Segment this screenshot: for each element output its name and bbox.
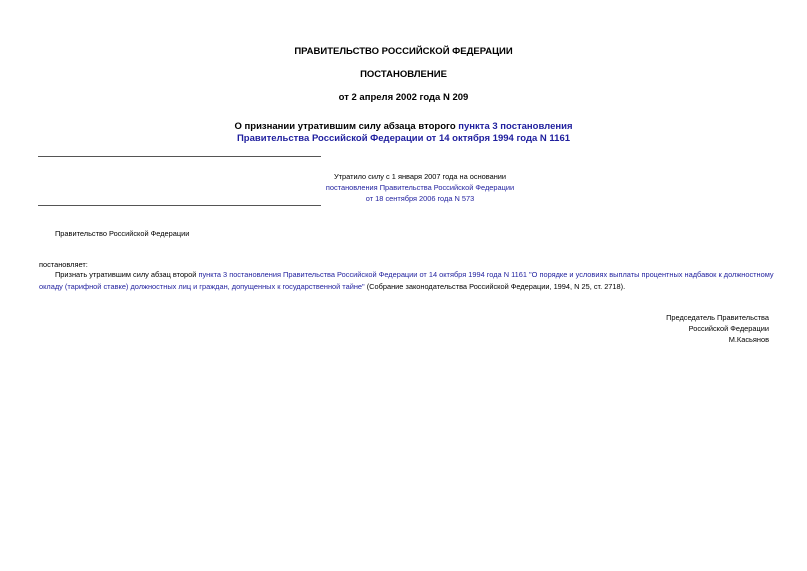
divider-top	[38, 156, 321, 157]
para-start: Признать утратившим силу абзац второй	[55, 270, 199, 279]
signature-name: М.Касьянов	[728, 335, 769, 344]
signature-org: Российской Федерации	[688, 324, 769, 333]
expiry-note-link-1[interactable]: постановления Правительства Российской Федерации	[325, 183, 515, 192]
divider-bottom	[38, 205, 321, 206]
title-link-part1[interactable]: пункта 3 постановления	[458, 121, 573, 132]
expiry-note-text: Утратило силу с 1 января 2007 года на основании	[333, 172, 507, 181]
body-paragraph	[39, 269, 774, 293]
para-link-b[interactable]: окладу (тарифной ставке) должностных лиц и граждан, допущенных к государственной тайне"	[39, 282, 365, 291]
document-type-heading: ПОСТАНОВЛЕНИЕ	[360, 69, 447, 80]
title-link-part2[interactable]: Правительства Российской Федерации от 14 октября 1994 года N 1161	[236, 133, 571, 144]
expiry-note	[180, 171, 660, 204]
signature-title: Председатель Правительства	[666, 313, 769, 322]
issuer-line: Правительство Российской Федерации	[55, 229, 190, 238]
document-title	[0, 121, 807, 145]
date-number-heading: от 2 апреля 2002 года N 209	[338, 92, 469, 103]
para-end: (Собрание законодательства Российской Федерации, 1994, N 25, ст. 2718).	[364, 282, 626, 291]
title-text: О признании утратившим силу абзаца второго	[234, 121, 459, 132]
signature-block	[666, 312, 769, 345]
issuer-heading: ПРАВИТЕЛЬСТВО РОССИЙСКОЙ ФЕДЕРАЦИИ	[294, 46, 513, 57]
decides-line: постановляет:	[39, 260, 88, 269]
para-link-a[interactable]: пункта 3 постановления Правительства Российской Федерации от 14 октября 1994 года N 1161 "О порядке и условиях выплаты процентных надбавок к должностному	[198, 270, 774, 279]
expiry-note-link-2[interactable]: от 18 сентября 2006 года N 573	[365, 194, 475, 203]
